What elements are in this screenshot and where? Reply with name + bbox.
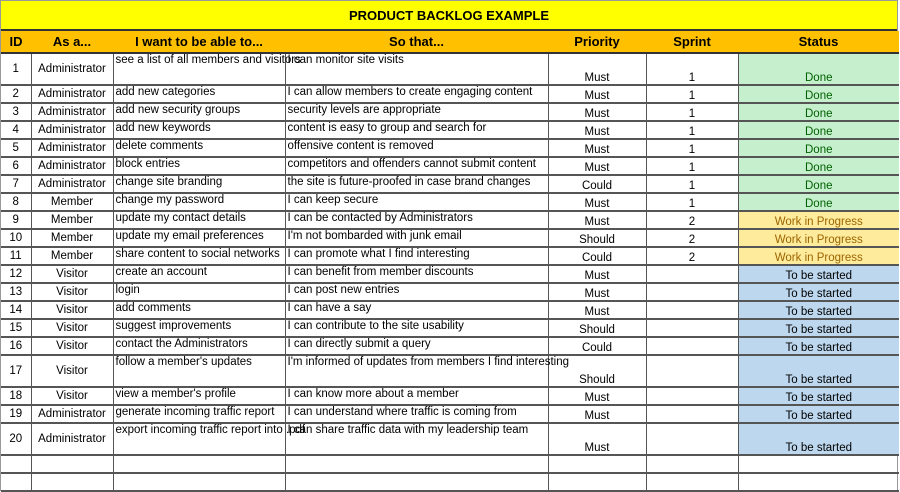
- cell-status[interactable]: Done: [738, 85, 899, 103]
- table-row: [1, 53, 899, 85]
- cell-so-that[interactable]: I can share traffic data with my leadership team: [285, 423, 548, 455]
- empty-cell[interactable]: [548, 455, 646, 473]
- cell-so-that[interactable]: I can contribute to the site usability: [285, 319, 548, 337]
- table-row: [1, 247, 899, 265]
- cell-want[interactable]: add new keywords: [113, 121, 285, 139]
- cell-id[interactable]: 6: [1, 157, 31, 175]
- cell-priority[interactable]: Must: [548, 85, 646, 103]
- cell-want[interactable]: delete comments: [113, 139, 285, 157]
- cell-so-that[interactable]: content is easy to group and search for: [285, 121, 548, 139]
- cell-status[interactable]: Work in Progress: [738, 229, 899, 247]
- sheet-title: PRODUCT BACKLOG EXAMPLE: [1, 1, 897, 31]
- cell-want[interactable]: contact the Administrators: [113, 337, 285, 355]
- cell-role[interactable]: Administrator: [31, 85, 113, 103]
- cell-status[interactable]: Done: [738, 121, 899, 139]
- cell-role[interactable]: Visitor: [31, 355, 113, 387]
- cell-want[interactable]: change site branding: [113, 175, 285, 193]
- cell-role[interactable]: Administrator: [31, 53, 113, 85]
- cell-role[interactable]: Administrator: [31, 405, 113, 423]
- cell-so-that[interactable]: I can know more about a member: [285, 387, 548, 405]
- cell-so-that[interactable]: competitors and offenders cannot submit content: [285, 157, 548, 175]
- cell-id[interactable]: 7: [1, 175, 31, 193]
- cell-sprint[interactable]: [646, 387, 738, 405]
- cell-priority[interactable]: Must: [548, 193, 646, 211]
- table-row: [1, 265, 899, 283]
- cell-sprint[interactable]: 1: [646, 175, 738, 193]
- cell-id[interactable]: 5: [1, 139, 31, 157]
- cell-role[interactable]: Administrator: [31, 121, 113, 139]
- table-row: [1, 175, 899, 193]
- cell-priority[interactable]: Must: [548, 283, 646, 301]
- cell-id[interactable]: 13: [1, 283, 31, 301]
- empty-row: [1, 473, 899, 491]
- cell-sprint[interactable]: [646, 337, 738, 355]
- table-row: [1, 423, 899, 455]
- cell-sprint[interactable]: 1: [646, 103, 738, 121]
- header-role[interactable]: As a...: [31, 31, 113, 53]
- cell-status[interactable]: Done: [738, 139, 899, 157]
- cell-sprint[interactable]: [646, 405, 738, 423]
- cell-priority[interactable]: Must: [548, 405, 646, 423]
- table-row: [1, 301, 899, 319]
- empty-cell[interactable]: [738, 473, 899, 491]
- cell-role[interactable]: Member: [31, 229, 113, 247]
- cell-sprint[interactable]: 1: [646, 121, 738, 139]
- table-row: [1, 405, 899, 423]
- cell-sprint[interactable]: [646, 265, 738, 283]
- cell-role[interactable]: Administrator: [31, 157, 113, 175]
- cell-want[interactable]: login: [113, 283, 285, 301]
- cell-role[interactable]: Visitor: [31, 319, 113, 337]
- empty-row: [1, 455, 899, 473]
- cell-status[interactable]: Work in Progress: [738, 211, 899, 229]
- cell-want[interactable]: suggest improvements: [113, 319, 285, 337]
- cell-want[interactable]: add new categories: [113, 85, 285, 103]
- cell-so-that[interactable]: I'm not bombarded with junk email: [285, 229, 548, 247]
- cell-priority[interactable]: Must: [548, 301, 646, 319]
- cell-id[interactable]: 15: [1, 319, 31, 337]
- header-sprint[interactable]: Sprint: [646, 31, 738, 53]
- empty-cell[interactable]: [646, 455, 738, 473]
- empty-cell[interactable]: [738, 455, 899, 473]
- cell-priority[interactable]: Must: [548, 157, 646, 175]
- cell-status[interactable]: To be started: [738, 283, 899, 301]
- empty-cell[interactable]: [31, 473, 113, 491]
- cell-id[interactable]: 12: [1, 265, 31, 283]
- cell-want[interactable]: create an account: [113, 265, 285, 283]
- cell-want[interactable]: generate incoming traffic report: [113, 405, 285, 423]
- cell-id[interactable]: 1: [1, 53, 31, 85]
- cell-priority[interactable]: Must: [548, 423, 646, 455]
- cell-priority[interactable]: Must: [548, 265, 646, 283]
- cell-want[interactable]: view a member's profile: [113, 387, 285, 405]
- cell-id[interactable]: 17: [1, 355, 31, 387]
- cell-priority[interactable]: Should: [548, 355, 646, 387]
- cell-id[interactable]: 4: [1, 121, 31, 139]
- cell-role[interactable]: Visitor: [31, 283, 113, 301]
- cell-id[interactable]: 18: [1, 387, 31, 405]
- cell-status[interactable]: To be started: [738, 405, 899, 423]
- cell-id[interactable]: 3: [1, 103, 31, 121]
- header-priority[interactable]: Priority: [548, 31, 646, 53]
- cell-so-that[interactable]: I can keep secure: [285, 193, 548, 211]
- table-row: [1, 85, 899, 103]
- empty-cell[interactable]: [285, 473, 548, 491]
- cell-want[interactable]: see a list of all members and visitors: [113, 53, 285, 85]
- cell-priority[interactable]: Must: [548, 211, 646, 229]
- header-so-that[interactable]: So that...: [285, 31, 548, 53]
- table-row: [1, 139, 899, 157]
- cell-sprint[interactable]: [646, 283, 738, 301]
- cell-role[interactable]: Visitor: [31, 301, 113, 319]
- cell-sprint[interactable]: 1: [646, 53, 738, 85]
- cell-want[interactable]: share content to social networks: [113, 247, 285, 265]
- cell-status[interactable]: Done: [738, 193, 899, 211]
- table-row: [1, 229, 899, 247]
- cell-priority[interactable]: Could: [548, 247, 646, 265]
- cell-priority[interactable]: Must: [548, 103, 646, 121]
- cell-want[interactable]: add comments: [113, 301, 285, 319]
- cell-role[interactable]: Visitor: [31, 337, 113, 355]
- cell-so-that[interactable]: I can monitor site visits: [285, 53, 548, 85]
- cell-sprint[interactable]: [646, 355, 738, 387]
- cell-status[interactable]: Done: [738, 53, 899, 85]
- cell-role[interactable]: Administrator: [31, 139, 113, 157]
- cell-status[interactable]: To be started: [738, 423, 899, 455]
- cell-priority[interactable]: Must: [548, 53, 646, 85]
- cell-want[interactable]: change my password: [113, 193, 285, 211]
- empty-cell[interactable]: [1, 455, 31, 473]
- cell-id[interactable]: 19: [1, 405, 31, 423]
- cell-priority[interactable]: Could: [548, 337, 646, 355]
- cell-status[interactable]: Done: [738, 175, 899, 193]
- cell-status[interactable]: To be started: [738, 387, 899, 405]
- cell-priority[interactable]: Must: [548, 139, 646, 157]
- cell-status[interactable]: Done: [738, 157, 899, 175]
- table-row: [1, 319, 899, 337]
- table-row: [1, 355, 899, 387]
- cell-status[interactable]: To be started: [738, 301, 899, 319]
- empty-cell[interactable]: [548, 473, 646, 491]
- cell-sprint[interactable]: 1: [646, 139, 738, 157]
- cell-id[interactable]: 14: [1, 301, 31, 319]
- cell-role[interactable]: Administrator: [31, 423, 113, 455]
- cell-role[interactable]: Member: [31, 247, 113, 265]
- cell-priority[interactable]: Could: [548, 175, 646, 193]
- cell-so-that[interactable]: I can understand where traffic is coming from: [285, 405, 548, 423]
- cell-sprint[interactable]: 1: [646, 85, 738, 103]
- cell-status[interactable]: To be started: [738, 265, 899, 283]
- cell-id[interactable]: 10: [1, 229, 31, 247]
- header-want[interactable]: I want to be able to...: [113, 31, 285, 53]
- cell-role[interactable]: Visitor: [31, 387, 113, 405]
- cell-id[interactable]: 20: [1, 423, 31, 455]
- table-row: [1, 103, 899, 121]
- cell-priority[interactable]: Must: [548, 387, 646, 405]
- cell-so-that[interactable]: offensive content is removed: [285, 139, 548, 157]
- cell-role[interactable]: Administrator: [31, 175, 113, 193]
- header-row: [1, 31, 899, 53]
- empty-cell[interactable]: [113, 455, 285, 473]
- cell-sprint[interactable]: [646, 423, 738, 455]
- table-row: [1, 283, 899, 301]
- table-row: [1, 387, 899, 405]
- table-row: [1, 337, 899, 355]
- table-row: [1, 157, 899, 175]
- cell-id[interactable]: 9: [1, 211, 31, 229]
- cell-sprint[interactable]: 2: [646, 247, 738, 265]
- cell-so-that[interactable]: I can promote what I find interesting: [285, 247, 548, 265]
- cell-sprint[interactable]: [646, 301, 738, 319]
- cell-id[interactable]: 11: [1, 247, 31, 265]
- cell-status[interactable]: Work in Progress: [738, 247, 899, 265]
- cell-so-that[interactable]: I can have a say: [285, 301, 548, 319]
- cell-sprint[interactable]: [646, 319, 738, 337]
- empty-cell[interactable]: [113, 473, 285, 491]
- cell-priority[interactable]: Should: [548, 229, 646, 247]
- cell-sprint[interactable]: 1: [646, 157, 738, 175]
- table-row: [1, 211, 899, 229]
- cell-status[interactable]: To be started: [738, 355, 899, 387]
- cell-so-that[interactable]: I can allow members to create engaging content: [285, 85, 548, 103]
- cell-id[interactable]: 8: [1, 193, 31, 211]
- cell-role[interactable]: Member: [31, 211, 113, 229]
- cell-sprint[interactable]: 1: [646, 193, 738, 211]
- cell-so-that[interactable]: I'm informed of updates from members I find interesting: [285, 355, 548, 387]
- table-row: [1, 193, 899, 211]
- cell-so-that[interactable]: I can directly submit a query: [285, 337, 548, 355]
- cell-want[interactable]: follow a member's updates: [113, 355, 285, 387]
- backlog-table: [1, 31, 899, 492]
- cell-want[interactable]: update my contact details: [113, 211, 285, 229]
- cell-status[interactable]: To be started: [738, 319, 899, 337]
- cell-so-that[interactable]: I can be contacted by Administrators: [285, 211, 548, 229]
- header-status[interactable]: Status: [738, 31, 899, 53]
- empty-cell[interactable]: [1, 473, 31, 491]
- header-id[interactable]: ID: [1, 31, 31, 53]
- cell-want[interactable]: update my email preferences: [113, 229, 285, 247]
- cell-priority[interactable]: Should: [548, 319, 646, 337]
- cell-id[interactable]: 2: [1, 85, 31, 103]
- cell-want[interactable]: block entries: [113, 157, 285, 175]
- cell-role[interactable]: Administrator: [31, 103, 113, 121]
- cell-want[interactable]: export incoming traffic report into .pdf: [113, 423, 285, 455]
- cell-status[interactable]: Done: [738, 103, 899, 121]
- cell-status[interactable]: To be started: [738, 337, 899, 355]
- table-row: [1, 121, 899, 139]
- cell-so-that[interactable]: I can post new entries: [285, 283, 548, 301]
- cell-role[interactable]: Visitor: [31, 265, 113, 283]
- cell-sprint[interactable]: 2: [646, 211, 738, 229]
- cell-want[interactable]: add new security groups: [113, 103, 285, 121]
- cell-so-that[interactable]: the site is future-proofed in case brand changes: [285, 175, 548, 193]
- empty-cell[interactable]: [31, 455, 113, 473]
- cell-so-that[interactable]: I can benefit from member discounts: [285, 265, 548, 283]
- empty-cell[interactable]: [285, 455, 548, 473]
- cell-sprint[interactable]: 2: [646, 229, 738, 247]
- cell-so-that[interactable]: security levels are appropriate: [285, 103, 548, 121]
- cell-id[interactable]: 16: [1, 337, 31, 355]
- cell-priority[interactable]: Must: [548, 121, 646, 139]
- empty-cell[interactable]: [646, 473, 738, 491]
- cell-role[interactable]: Member: [31, 193, 113, 211]
